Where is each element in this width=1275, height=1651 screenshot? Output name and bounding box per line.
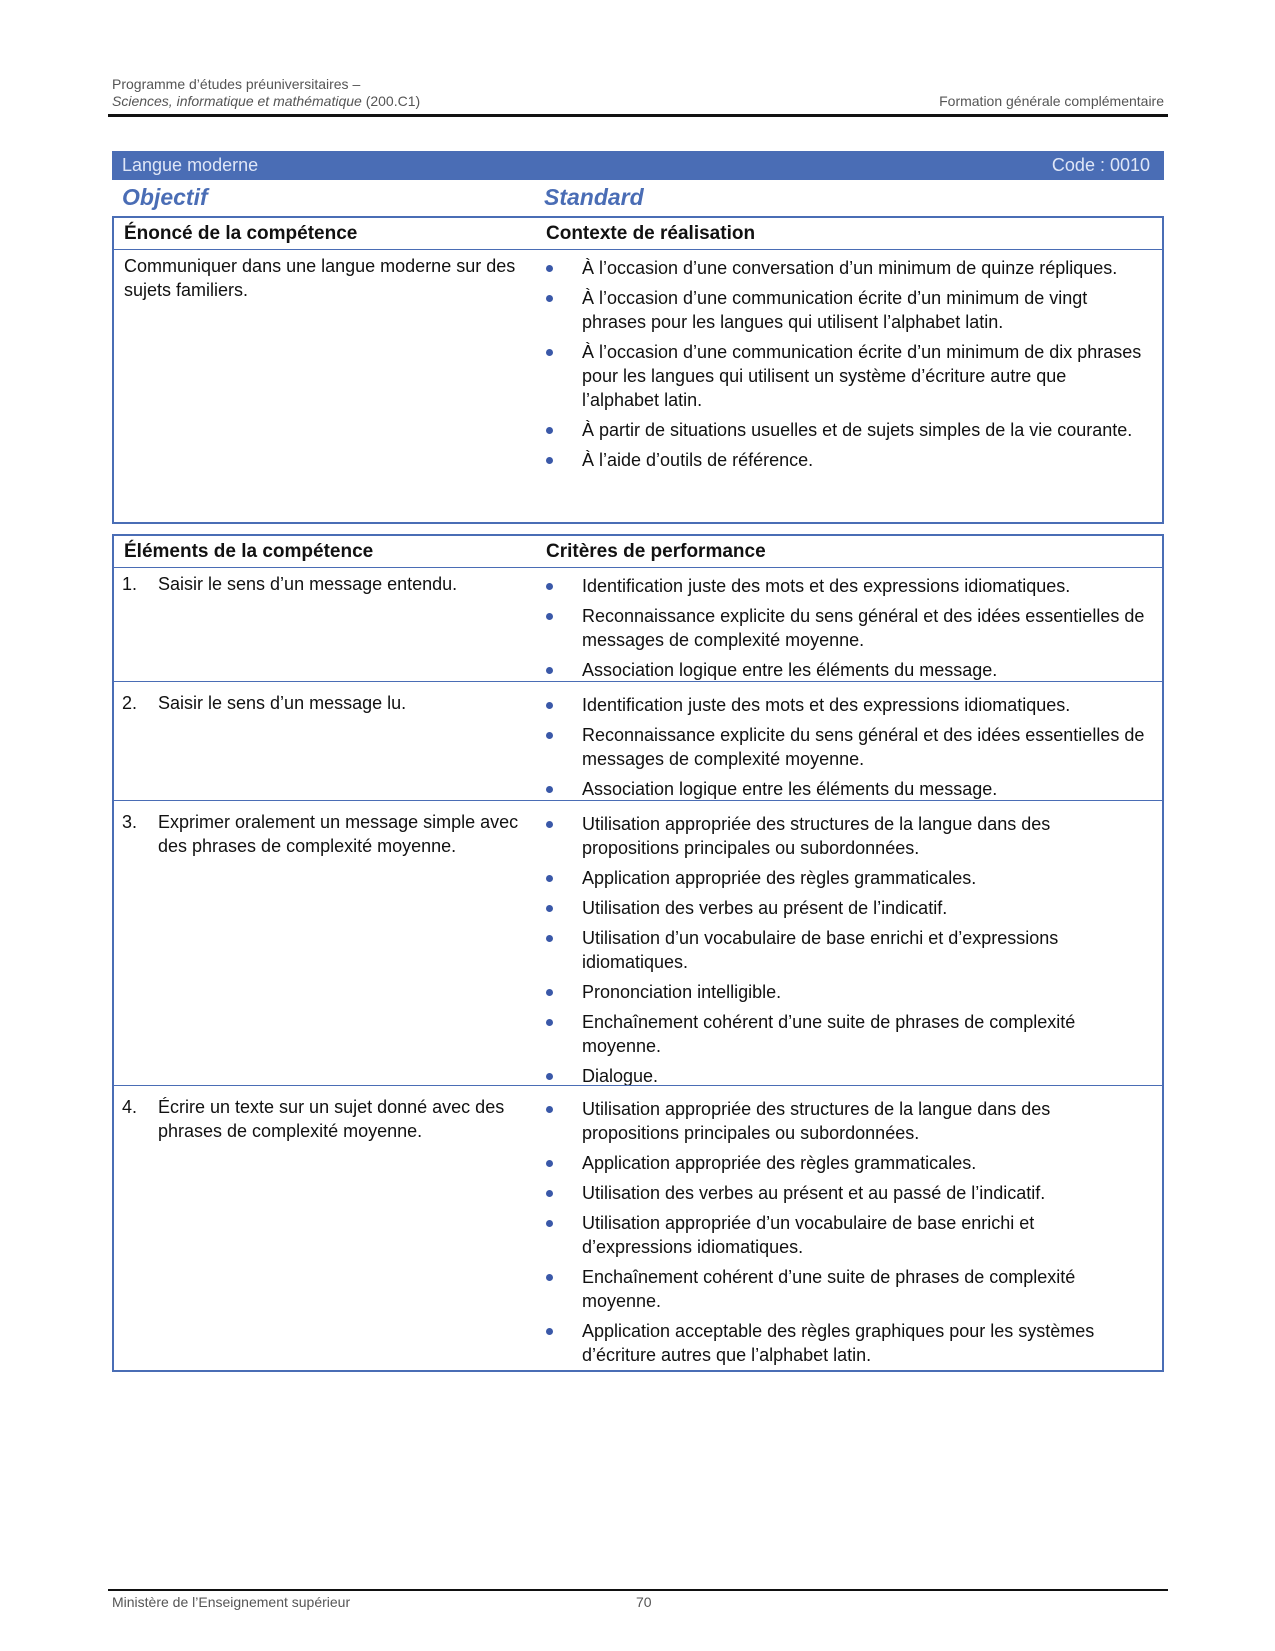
section-title: Formation générale complémentaire [939,93,1164,109]
page-header [112,76,1164,110]
program-title: Programme d’études préuniversitaires – [112,76,361,92]
row-divider [114,681,1162,682]
bullet-icon [546,702,553,709]
bullet-icon [546,1073,553,1080]
bullet-icon [546,1190,553,1197]
enonce-text: Communiquer dans une langue moderne sur des sujets familiers. [124,256,516,300]
course-title-bar [112,151,1164,180]
element-text: Écrire un texte sur un sujet donné avec des phrases de complexité moyenne. [158,1097,505,1141]
criteres-header: Critères de performance [546,541,766,562]
contexte-header: Contexte de réalisation [546,223,756,244]
bullet-icon [546,821,553,828]
bullet-icon [546,786,553,793]
competence-table-header [114,218,1162,250]
program-name-line [112,93,420,110]
bullet-icon [546,1220,553,1227]
bullet-icon [546,295,553,302]
criteria-list [546,812,1146,1094]
bullet-icon [546,667,553,674]
bullet-icon [546,1160,553,1167]
element-number: 1. [122,574,138,594]
objectif-heading: Objectif [122,184,208,210]
element-number: 2. [122,693,138,713]
bullet-icon [546,1019,553,1026]
course-subject: Langue moderne [122,155,259,175]
element-text: Saisir le sens d’un message lu. [158,693,407,713]
elements-table [112,534,1164,1372]
criteria-list [546,693,1146,807]
criteria-list [546,1097,1146,1373]
list-item: À l’occasion d’une communication écrite d’un minimum de dix phrases pour les langues qui utilisent un système d’écriture autre que l’alphabet latin. [546,340,1146,412]
bullet-icon [546,989,553,996]
competence-table [112,216,1164,524]
list-item: Utilisation appropriée d’un vocabulaire de base enrichi et d’expressions idiomatiques. [546,1211,1146,1259]
ministry-name: Ministère de l’Enseignement supérieur [112,1594,351,1610]
contexte-list [546,256,1146,478]
list-item: Identification juste des mots et des expressions idiomatiques. [546,574,1146,598]
bullet-icon [546,457,553,464]
bullet-icon [546,349,553,356]
course-code: Code : 0010 [1051,155,1150,175]
list-item: Utilisation des verbes au présent de l’indicatif. [546,896,1146,920]
list-item: Utilisation des verbes au présent et au passé de l’indicatif. [546,1181,1146,1205]
bullet-icon [546,265,553,272]
list-item: À l’occasion d’une conversation d’un minimum de quinze répliques. [546,256,1146,280]
list-item: Dialogue. [546,1064,1146,1088]
list-item: Utilisation appropriée des structures de la langue dans des propositions principales ou subordonnées. [546,1097,1146,1145]
elements-table-header [114,536,1162,568]
bullet-icon [546,583,553,590]
element-number: 4. [122,1097,138,1117]
header-rule [108,114,1168,117]
list-item: Identification juste des mots et des expressions idiomatiques. [546,693,1146,717]
element-text: Saisir le sens d’un message entendu. [158,574,458,594]
bullet-icon [546,1106,553,1113]
footer-rule [108,1589,1168,1591]
list-item: Application appropriée des règles grammaticales. [546,866,1146,890]
elements-header: Éléments de la compétence [124,541,374,562]
list-item: Enchaînement cohérent d’une suite de phrases de complexité moyenne. [546,1010,1146,1058]
list-item: Application appropriée des règles grammaticales. [546,1151,1146,1175]
list-item: À l’aide d’outils de référence. [546,448,1146,472]
list-item: À partir de situations usuelles et de sujets simples de la vie courante. [546,418,1146,442]
bullet-icon [546,732,553,739]
bullet-icon [546,1328,553,1335]
program-name: Sciences, informatique et mathématique [112,93,362,109]
list-item: Prononciation intelligible. [546,980,1146,1004]
row-divider [114,800,1162,801]
element-number: 3. [122,812,138,832]
list-item: Association logique entre les éléments du message. [546,658,1146,682]
bullet-icon [546,613,553,620]
list-item: Utilisation d’un vocabulaire de base enrichi et d’expressions idiomatiques. [546,926,1146,974]
bullet-icon [546,935,553,942]
page-footer [112,1594,1164,1614]
list-item: Reconnaissance explicite du sens général et des idées essentielles de messages de complexité moyenne. [546,723,1146,771]
bullet-icon [546,905,553,912]
list-item: Application acceptable des règles graphiques pour les systèmes d’écriture autres que l’alphabet latin. [546,1319,1146,1367]
list-item: Utilisation appropriée des structures de la langue dans des propositions principales ou subordonnées. [546,812,1146,860]
program-code: (200.C1) [361,93,421,109]
list-item: Association logique entre les éléments du message. [546,777,1146,801]
bullet-icon [546,427,553,434]
element-text: Exprimer oralement un message simple avec des phrases de complexité moyenne. [158,812,519,856]
standard-heading: Standard [544,184,644,210]
row-divider [114,1085,1162,1086]
bullet-icon [546,1274,553,1281]
column-headers [112,184,1164,214]
enonce-header: Énoncé de la compétence [124,223,358,244]
list-item: Enchaînement cohérent d’une suite de phrases de complexité moyenne. [546,1265,1146,1313]
list-item: Reconnaissance explicite du sens général et des idées essentielles de messages de complexité moyenne. [546,604,1146,652]
criteria-list [546,574,1146,688]
list-item: À l’occasion d’une communication écrite d’un minimum de vingt phrases pour les langues qui utilisent l’alphabet latin. [546,286,1146,334]
page-number: 70 [636,1594,652,1610]
bullet-icon [546,875,553,882]
